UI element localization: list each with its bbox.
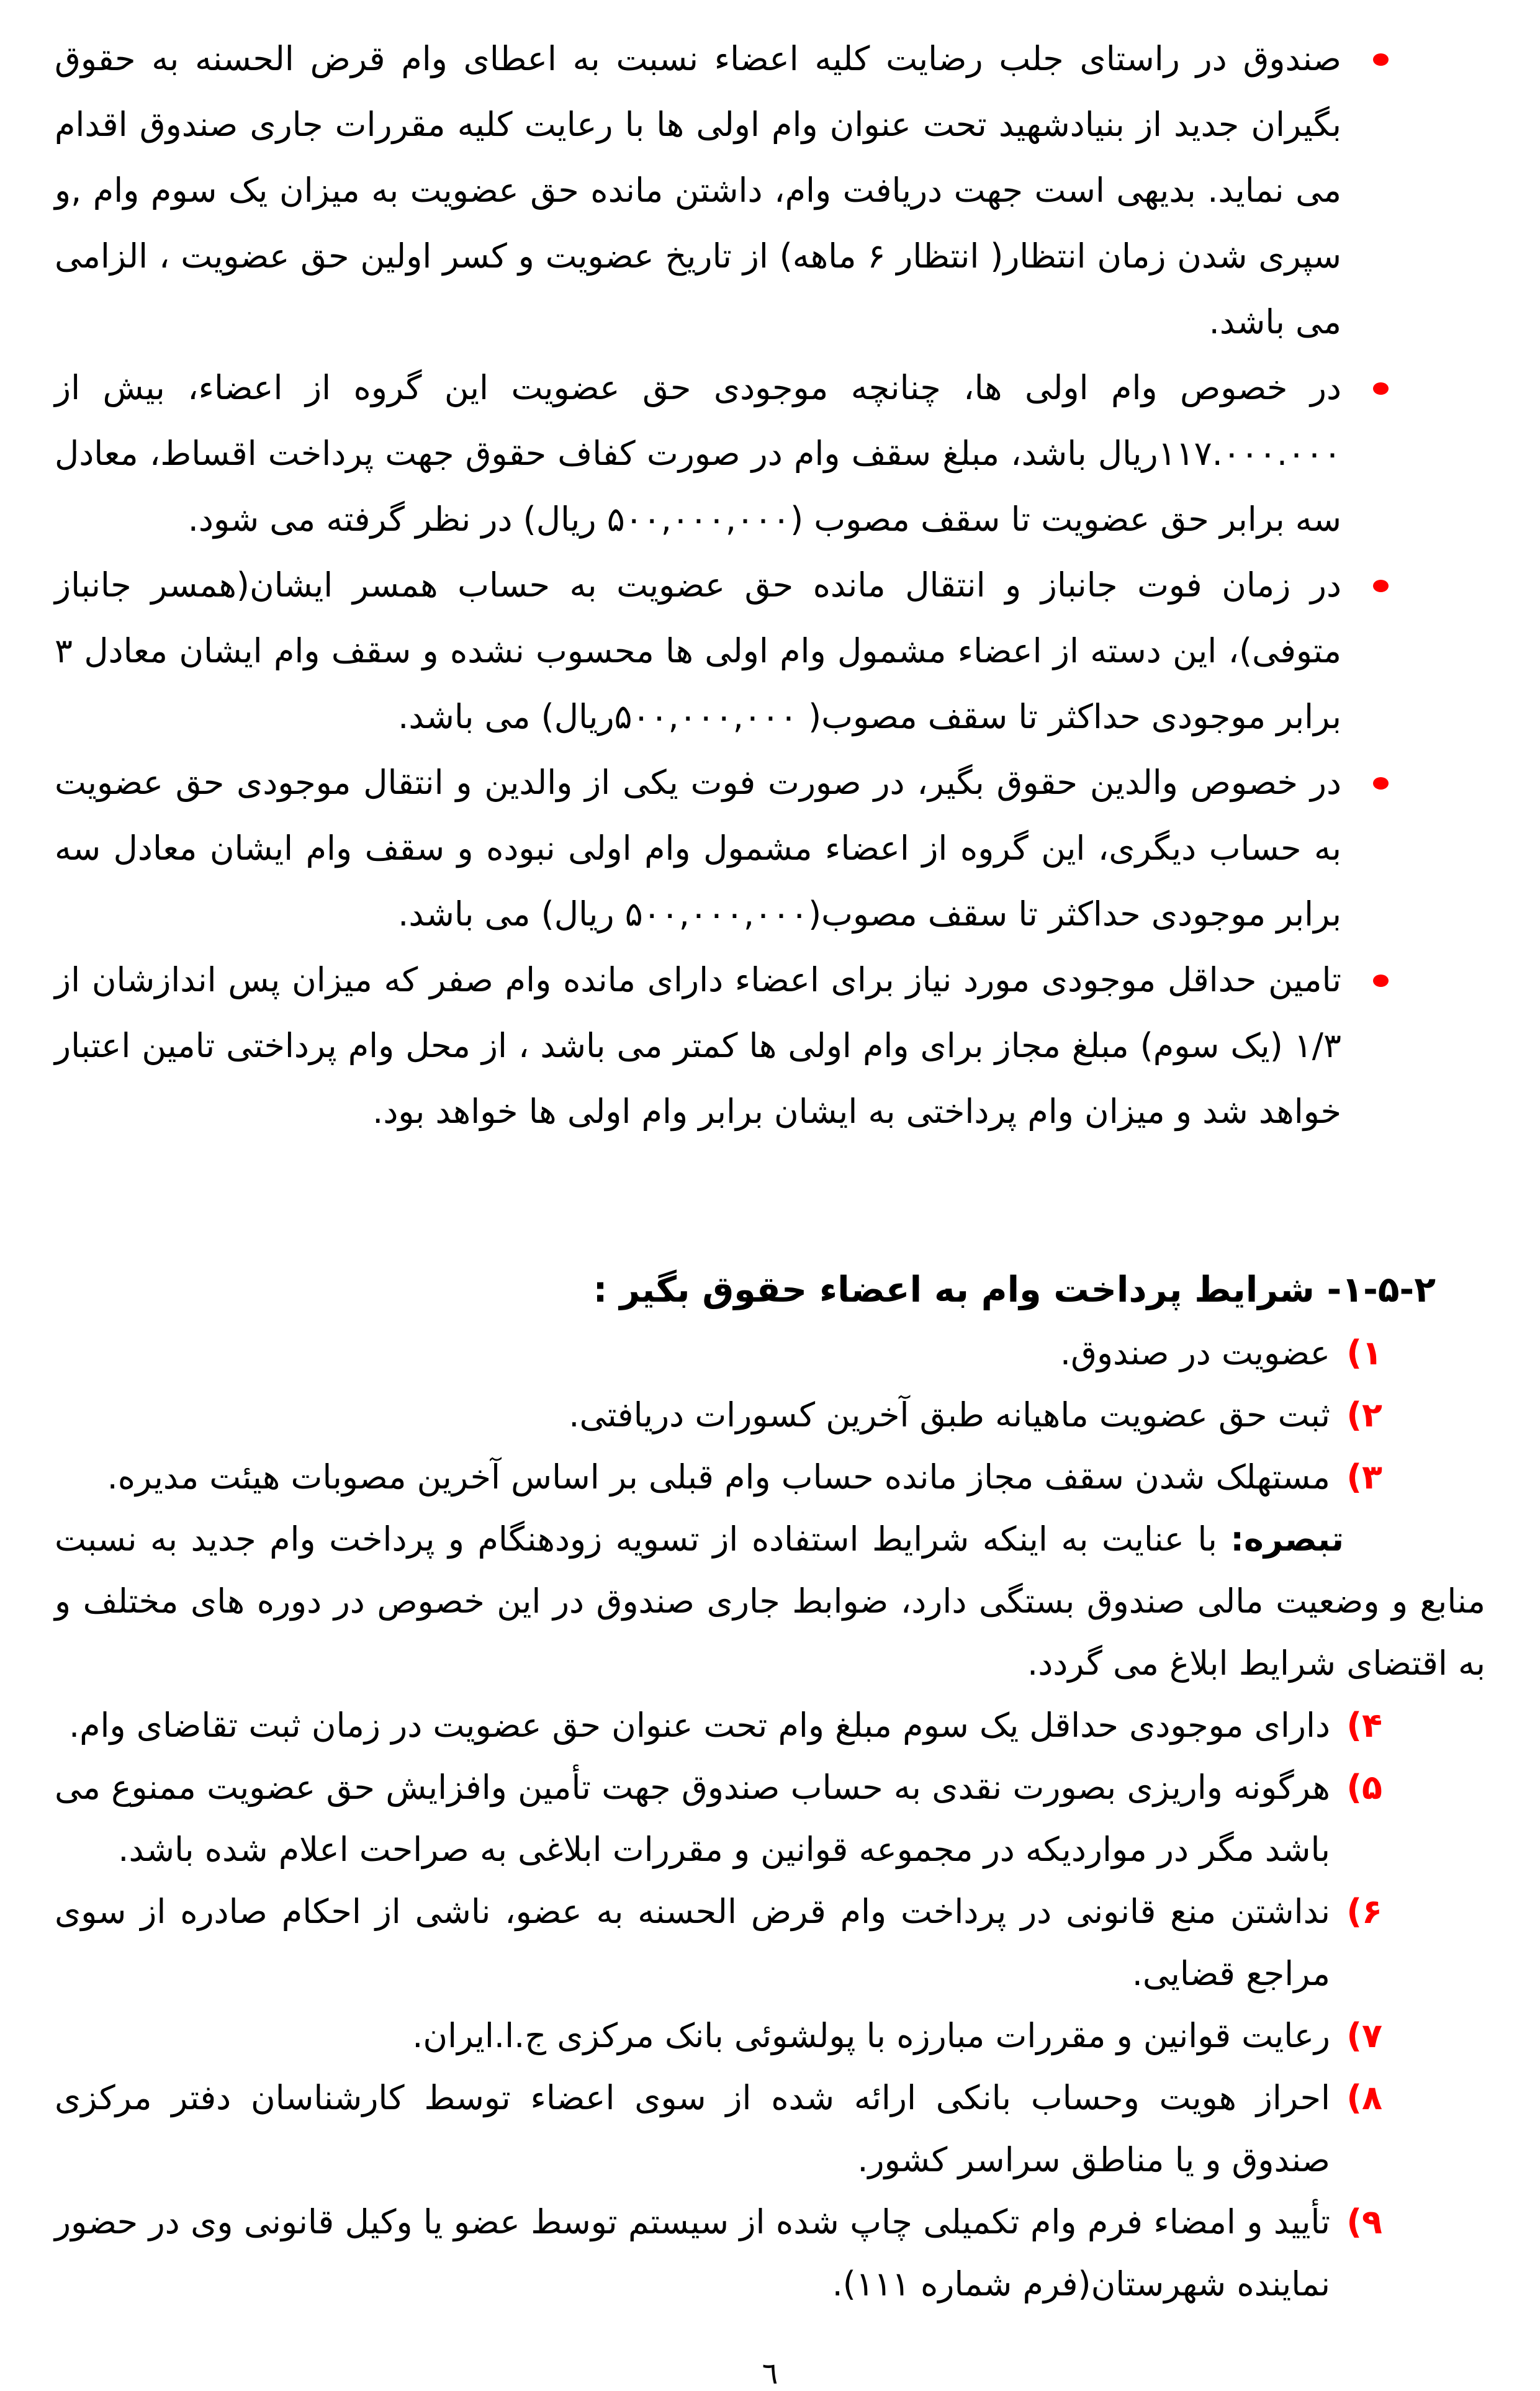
bullet-text: در خصوص والدین حقوق بگیر، در صورت فوت یکی از والدین و انتقال موجودی حق عضویت به حساب دیگری، این گروه از اعضاء مشمول وام اولی نبوده و سقف وام ایشان معادل سه برابر موجودی حداکثر تا سقف مصوب(۵۰۰,۰۰۰,۰۰۰ ریال) می باشد.: [55, 763, 1341, 934]
note-label: تبصره:: [1230, 1520, 1344, 1559]
item-text: ثبت حق عضویت ماهیانه طبق آخرین کسورات دریافتی.: [569, 1395, 1330, 1434]
numbered-item: [55, 1446, 1485, 1508]
bullet-dot-icon: [1373, 975, 1389, 987]
bullet-dot-icon: [1373, 53, 1389, 66]
item-number: ۶): [1346, 1892, 1382, 1931]
numbered-item: [55, 1384, 1485, 1446]
item-number: ۴): [1346, 1706, 1382, 1745]
numbered-item: [55, 2067, 1485, 2191]
bullet-paragraph: [55, 26, 1485, 355]
bullet-dot-icon: [1373, 777, 1389, 790]
item-text: هرگونه واریزی بصورت نقدی به حساب صندوق جهت تأمین وافزایش حق عضویت ممنوع می باشد مگر در مواردیکه در مجموعه قوانین و مقررات ابلاغی به صراحت اعلام شده باشد.: [55, 1768, 1330, 1869]
item-text: عضویت در صندوق.: [1060, 1333, 1330, 1372]
section-heading: ۱-۵-۲- شرایط پرداخت وام به اعضاء حقوق بگیر :: [593, 1269, 1436, 1310]
item-number: ۷): [1346, 2016, 1382, 2055]
item-number: ۲): [1346, 1395, 1382, 1434]
item-text: مستهلک شدن سقف مجاز مانده حساب وام قبلی بر اساس آخرین مصوبات هیئت مدیره.: [107, 1457, 1330, 1497]
bullet-text: در خصوص وام اولی ها، چنانچه موجودی حق عضویت این گروه از اعضاء، بیش از ۱۱۷.۰۰۰.۰۰۰ریال باشد، مبلغ سقف وام در صورت کفاف حقوق جهت پرداخت اقساط، معادل سه برابر حق عضویت تا سقف مصوب (۵۰۰,۰۰۰,۰۰۰ ریال) در نظر گرفته می شود.: [55, 368, 1341, 539]
bullet-text: صندوق در راستای جلب رضایت کلیه اعضاء نسبت به اعطای وام قرض الحسنه به حقوق بگیران جدید از بنیادشهید تحت عنوان وام اولی ها با رعایت کلیه مقررات جاری صندوق اقدام می نماید. بدیهی است جهت دریافت وام، داشتن مانده حق عضویت به میزان یک سوم وام ,و سپری شدن زمان انتظار( انتظار ۶ ماهه) از تاریخ عضویت و کسر اولین حق عضویت ، الزامی می باشد.: [55, 39, 1341, 341]
bullet-paragraph: [55, 552, 1485, 750]
page-number: ٦: [762, 2356, 778, 2391]
item-number: ۵): [1346, 1768, 1382, 1807]
item-text: تأیید و امضاء فرم وام تکمیلی چاپ شده از سیستم توسط عضو یا وکیل قانونی وی در حضور نماینده شهرستان(فرم شماره ۱۱۱).: [55, 2202, 1330, 2303]
bullet-paragraph: [55, 947, 1485, 1145]
bullet-text: در زمان فوت جانباز و انتقال مانده حق عضویت به حساب همسر ایشان(همسر جانباز متوفی)، این دسته از اعضاء مشمول وام اولی ها محسوب نشده و سقف وام ایشان معادل ۳ برابر موجودی حداکثر تا سقف مصوب( ۵۰۰,۰۰۰,۰۰۰ریال) می باشد.: [55, 565, 1341, 736]
bullet-paragraph: [55, 750, 1485, 947]
item-number: ۸): [1346, 2078, 1382, 2117]
item-number: ۱): [1346, 1333, 1382, 1372]
bullet-dot-icon: [1373, 580, 1389, 592]
numbered-item: [55, 1322, 1485, 1384]
item-text: دارای موجودی حداقل یک سوم مبلغ وام تحت عنوان حق عضویت در زمان ثبت تقاضای وام.: [68, 1706, 1330, 1745]
numbered-item: [55, 1695, 1485, 1757]
bullet-text: تامین حداقل موجودی مورد نیاز برای اعضاء دارای مانده وام صفر که میزان پس اندازشان از ۱/۳ (یک سوم) مبلغ مجاز برای وام اولی ها کمتر می باشد ، از محل وام پرداختی تامین اعتبار خواهد شد و میزان وام پرداختی به ایشان برابر وام اولی ها خواهد بود.: [55, 960, 1341, 1131]
item-number: ۹): [1346, 2202, 1382, 2241]
item-text: نداشتن منع قانونی در پرداخت وام قرض الحسنه به عضو، ناشی از احکام صادره از سوی مراجع قضایی.: [55, 1892, 1330, 1993]
item-text: رعایت قوانین و مقررات مبارزه با پولشوئی بانک مرکزی ج.ا.ایران.: [412, 2016, 1330, 2055]
item-text: احراز هویت وحساب بانکی ارائه شده از سوی اعضاء توسط کارشناسان دفتر مرکزی صندوق و یا مناطق سراسر کشور.: [55, 2078, 1330, 2179]
numbered-item: [55, 1757, 1485, 1881]
note-text: با عنایت به اینکه شرایط استفاده از تسویه زودهنگام و پرداخت وام جدید به نسبت منابع و وضعیت مالی صندوق بستگی دارد، ضوابط جاری صندوق در این خصوص در دوره های مختلف و به اقتضای شرایط ابلاغ می گردد.: [55, 1520, 1485, 1683]
bullet-paragraph: [55, 355, 1485, 552]
bullet-dot-icon: [1373, 382, 1389, 395]
numbered-item: [55, 2191, 1485, 2315]
numbered-item: [55, 1881, 1485, 2005]
numbered-item: [55, 2005, 1485, 2067]
tabsareh-note: [55, 1508, 1485, 1695]
item-number: ۳): [1346, 1457, 1382, 1497]
